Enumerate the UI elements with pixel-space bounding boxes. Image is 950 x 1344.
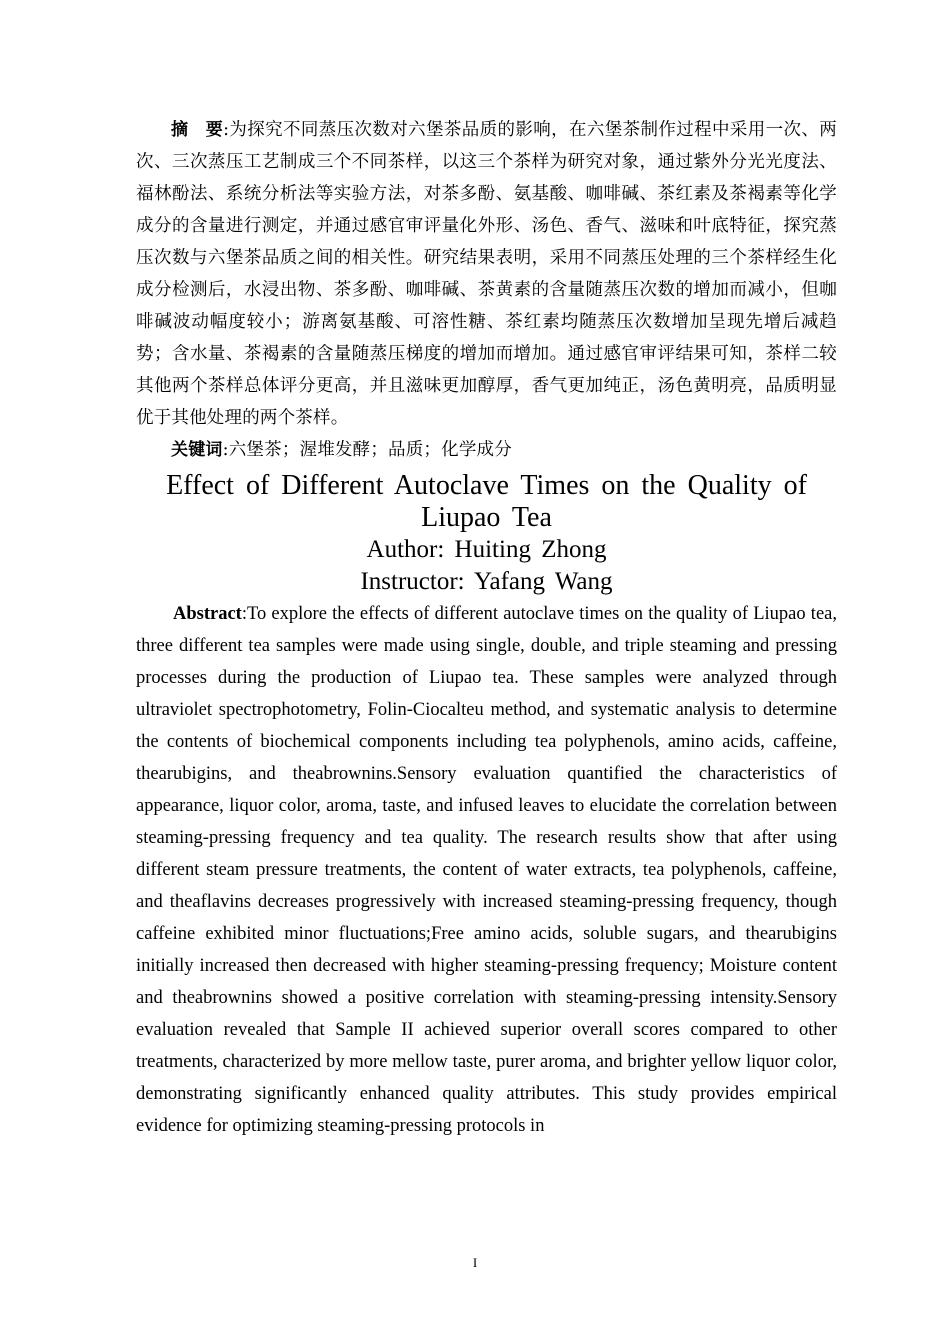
page-number: I <box>472 1255 478 1270</box>
english-abstract <box>136 598 837 1142</box>
english-title <box>136 470 837 534</box>
chinese-abstract-text: 为探究不同蒸压次数对六堡茶品质的影响，在六堡茶制作过程中采用一次、两次、三次蒸压工艺制成三个不同茶样，以这三个茶样为研究对象，通过紫外分光光度法、福林酚法、系统分析法等实验方法，对茶多酚、氨基酸、咖啡碱、茶红素及茶褐素等化学成分的含量进行测定，并通过感官审评量化外形、汤色、香气、滋味和叶底特征，探究蒸压次数与六堡茶品质之间的相关性。研究结果表明，采用不同蒸压处理的三个茶样经生化成分检测后，水浸出物、茶多酚、咖啡碱、茶黄素的含量随蒸压次数的增加而减小，但咖啡碱波动幅度较小；游离氨基酸、可溶性糖、茶红素均随蒸压次数增加呈现先增后减趋势；含水量、茶褐素的含量随蒸压梯度的增加而增加。通过感官审评结果可知，茶样二较其他两个茶样总体评分更高，并且滋味更加醇厚，香气更加纯正，汤色黄明亮，品质明显优于其他处理的两个茶样。 <box>136 120 837 428</box>
chinese-keywords-label: 关键词 <box>171 440 223 460</box>
english-abstract-text: To explore the effects of different autoclave times on the quality of Liupao tea, three different tea samples were made using single, double, and triple steaming and pressing processes during the production of Liupao tea. These samples were analyzed through ultraviolet spectrophotometry, Folin-Ciocalteu method, and systematic analysis to determine the contents of biochemical components including tea polyphenols, amino acids, caffeine, thearubigins, and theabrownins.Sensory evaluation quantified the characteristics of appearance, liquor color, aroma, taste, and infused leaves to elucidate the correlation between steaming-pressing frequency and tea quality. The research results show that after using different steam pressure treatments, the content of water extracts, tea polyphenols, caffeine, and theaflavins decreases progressively with increased steaming-pressing frequency, though caffeine exhibited minor fluctuations;Free amino acids, soluble sugars, and thearubigins initially increased then decreased with higher steaming-pressing frequency; Moisture content and theabrownins showed a positive correlation with steaming-pressing intensity.Sensory evaluation revealed that Sample II achieved superior overall scores compared to other treatments, characterized by more mellow taste, purer aroma, and brighter yellow liquor color, demonstrating significantly enhanced quality attributes. This study provides empirical evidence for optimizing steaming-pressing protocols in <box>136 604 837 1136</box>
english-title-line2: Liupao Tea <box>421 502 552 533</box>
english-title-line1: Effect of Different Autoclave Times on the Quality of <box>166 470 807 501</box>
english-author: Author: Huiting Zhong <box>366 536 607 563</box>
chinese-keywords <box>136 434 837 466</box>
chinese-keywords-separator: : <box>222 440 229 460</box>
english-abstract-separator: : <box>241 604 247 624</box>
chinese-abstract-separator: : <box>223 120 230 140</box>
chinese-keywords-text: 六堡茶；渥堆发酵；品质；化学成分 <box>228 440 512 460</box>
chinese-abstract <box>136 114 837 434</box>
english-instructor: Instructor: Yafang Wang <box>360 568 613 595</box>
english-abstract-label: Abstract <box>173 604 242 624</box>
chinese-abstract-label: 摘 要 <box>171 120 224 140</box>
abstract-page <box>136 114 837 1142</box>
